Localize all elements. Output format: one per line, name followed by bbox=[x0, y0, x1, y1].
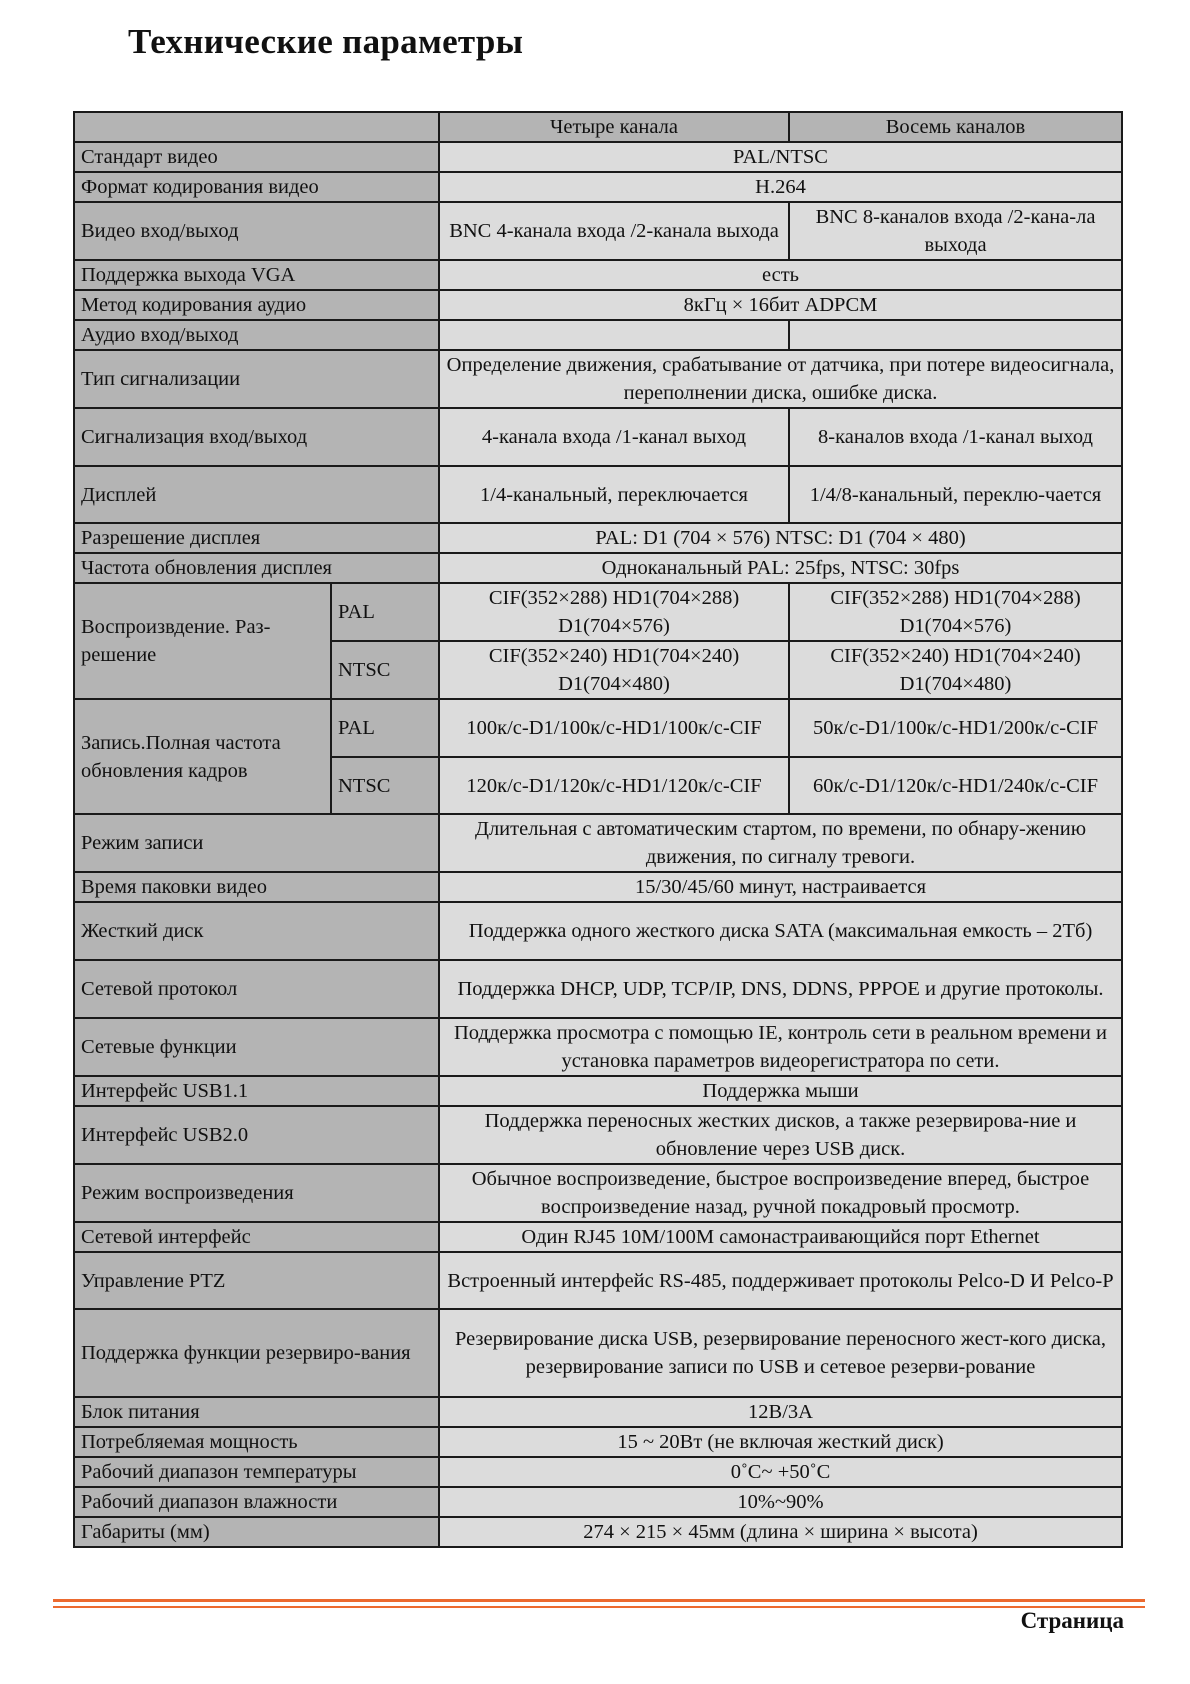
table-row bbox=[74, 523, 1122, 553]
table-row bbox=[74, 466, 1122, 523]
row-label: Запись.Полная частота обновления кадров bbox=[74, 699, 331, 814]
row-value: 15 ~ 20Вт (не включая жесткий диск) bbox=[439, 1427, 1122, 1457]
row-value: Поддержка одного жесткого диска SATA (максимальная емкость – 2Тб) bbox=[439, 902, 1122, 960]
header-eight-channels: Восемь каналов bbox=[789, 112, 1122, 142]
row-value: есть bbox=[439, 260, 1122, 290]
row-label: Рабочий диапазон температуры bbox=[74, 1457, 439, 1487]
table-row bbox=[74, 290, 1122, 320]
row-value: Встроенный интерфейс RS-485, поддерживает протоколы Pelco-D И Pelco-P bbox=[439, 1252, 1122, 1309]
row-label: Сетевые функции bbox=[74, 1018, 439, 1076]
spec-table bbox=[73, 111, 1123, 1548]
row-sublabel-ntsc: NTSC bbox=[331, 641, 439, 699]
table-row bbox=[74, 553, 1122, 583]
row-value-four: BNC 4-канала входа /2-канала выхода bbox=[439, 202, 789, 260]
table-row bbox=[74, 1076, 1122, 1106]
table-row bbox=[74, 172, 1122, 202]
row-sublabel-pal: PAL bbox=[331, 699, 439, 757]
row-label: Воспроизвдение. Раз-решение bbox=[74, 583, 331, 699]
row-label: Режим записи bbox=[74, 814, 439, 872]
row-value: 8кГц × 16бит ADPCM bbox=[439, 290, 1122, 320]
table-header-row bbox=[74, 112, 1122, 142]
row-value: Один RJ45 10M/100M самонастраивающийся порт Ethernet bbox=[439, 1222, 1122, 1252]
row-label: Частота обновления дисплея bbox=[74, 553, 439, 583]
row-value-eight: CIF(352×288) HD1(704×288) D1(704×576) bbox=[789, 583, 1122, 641]
row-label: Поддержка функции резервиро-вания bbox=[74, 1309, 439, 1397]
row-value-eight: BNC 8-каналов входа /2-кана-ла выхода bbox=[789, 202, 1122, 260]
row-label: Габариты (мм) bbox=[74, 1517, 439, 1547]
row-value: Поддержка DHCP, UDP, TCP/IP, DNS, DDNS, PPPOE и другие протоколы. bbox=[439, 960, 1122, 1018]
row-label: Сигнализация вход/выход bbox=[74, 408, 439, 466]
row-label: Разрешение дисплея bbox=[74, 523, 439, 553]
row-sublabel-ntsc: NTSC bbox=[331, 757, 439, 814]
table-row bbox=[74, 872, 1122, 902]
row-value: Определение движения, срабатывание от датчика, при потере видеосигнала, переполнении диска, ошибке диска. bbox=[439, 350, 1122, 408]
row-value-eight bbox=[789, 320, 1122, 350]
row-sublabel-pal: PAL bbox=[331, 583, 439, 641]
row-value: 15/30/45/60 минут, настраивается bbox=[439, 872, 1122, 902]
row-label: Рабочий диапазон влажности bbox=[74, 1487, 439, 1517]
row-value: Резервирование диска USB, резервирование переносного жест-кого диска, резервирование записи по USB и сетевое резерви-рование bbox=[439, 1309, 1122, 1397]
table-row bbox=[74, 202, 1122, 260]
row-label: Интерфейс USB1.1 bbox=[74, 1076, 439, 1106]
header-corner-cell bbox=[74, 112, 439, 142]
row-label: Сетевой интерфейс bbox=[74, 1222, 439, 1252]
page-title: Технические параметры bbox=[128, 22, 524, 61]
row-value-four: CIF(352×288) HD1(704×288) D1(704×576) bbox=[439, 583, 789, 641]
row-label: Дисплей bbox=[74, 466, 439, 523]
row-label: Жесткий диск bbox=[74, 902, 439, 960]
row-value: Обычное воспроизведение, быстрое воспроизведение вперед, быстрое воспроизведение назад, ручной покадровый просмотр. bbox=[439, 1164, 1122, 1222]
row-value: Длительная с автоматическим стартом, по времени, по обнару-жению движения, по сигналу тревоги. bbox=[439, 814, 1122, 872]
table-row bbox=[74, 1517, 1122, 1547]
table-row bbox=[74, 902, 1122, 960]
header-four-channels: Четыре канала bbox=[439, 112, 789, 142]
row-value-four: 100к/с-D1/100к/с-HD1/100к/с-CIF bbox=[439, 699, 789, 757]
row-value-eight: 1/4/8-канальный, переклю-чается bbox=[789, 466, 1122, 523]
row-label: Метод кодирования аудио bbox=[74, 290, 439, 320]
row-label: Тип сигнализации bbox=[74, 350, 439, 408]
row-label: Время паковки видео bbox=[74, 872, 439, 902]
row-label: Аудио вход/выход bbox=[74, 320, 439, 350]
table-row bbox=[74, 1106, 1122, 1164]
table-row bbox=[74, 1309, 1122, 1397]
table-row bbox=[74, 814, 1122, 872]
row-label: Режим воспроизведения bbox=[74, 1164, 439, 1222]
table-row bbox=[74, 350, 1122, 408]
row-label: Поддержка выхода VGA bbox=[74, 260, 439, 290]
row-value: 274 × 215 × 45мм (длина × ширина × высота) bbox=[439, 1517, 1122, 1547]
footer-divider-bottom bbox=[53, 1606, 1145, 1608]
row-value: Поддержка переносных жестких дисков, а также резервирова-ние и обновление через USB диск. bbox=[439, 1106, 1122, 1164]
row-label: Потребляемая мощность bbox=[74, 1427, 439, 1457]
table-row bbox=[74, 1164, 1122, 1222]
table-row bbox=[74, 583, 1122, 641]
row-value: 12В/3А bbox=[439, 1397, 1122, 1427]
table-row bbox=[74, 1222, 1122, 1252]
row-value-eight: CIF(352×240) HD1(704×240) D1(704×480) bbox=[789, 641, 1122, 699]
row-value-four: 1/4-канальный, переключается bbox=[439, 466, 789, 523]
table-row bbox=[74, 1457, 1122, 1487]
table-row bbox=[74, 960, 1122, 1018]
row-value: 10%~90% bbox=[439, 1487, 1122, 1517]
row-value-four: 4-канала входа /1-канал выход bbox=[439, 408, 789, 466]
row-value-eight: 60к/с-D1/120к/с-HD1/240к/с-CIF bbox=[789, 757, 1122, 814]
table-row bbox=[74, 1018, 1122, 1076]
table-row bbox=[74, 1487, 1122, 1517]
row-value-eight: 50к/с-D1/100к/с-HD1/200к/с-CIF bbox=[789, 699, 1122, 757]
row-value: Одноканальный PAL: 25fps, NTSC: 30fps bbox=[439, 553, 1122, 583]
table-row bbox=[74, 699, 1122, 757]
footer-divider-top bbox=[53, 1599, 1145, 1602]
row-value-four bbox=[439, 320, 789, 350]
row-value: PAL: D1 (704 × 576) NTSC: D1 (704 × 480) bbox=[439, 523, 1122, 553]
row-value-four: CIF(352×240) HD1(704×240) D1(704×480) bbox=[439, 641, 789, 699]
table-row bbox=[74, 142, 1122, 172]
row-value-four: 120к/с-D1/120к/с-HD1/120к/с-CIF bbox=[439, 757, 789, 814]
row-label: Интерфейс USB2.0 bbox=[74, 1106, 439, 1164]
row-value: 0˚C~ +50˚C bbox=[439, 1457, 1122, 1487]
table-row bbox=[74, 1427, 1122, 1457]
row-label: Видео вход/выход bbox=[74, 202, 439, 260]
row-label: Стандарт видео bbox=[74, 142, 439, 172]
row-value-eight: 8-каналов входа /1-канал выход bbox=[789, 408, 1122, 466]
row-value: H.264 bbox=[439, 172, 1122, 202]
footer-page-label: Страница bbox=[1020, 1608, 1124, 1633]
row-label: Управление PTZ bbox=[74, 1252, 439, 1309]
table-row bbox=[74, 320, 1122, 350]
table-row bbox=[74, 408, 1122, 466]
table-row bbox=[74, 1252, 1122, 1309]
row-label: Сетевой протокол bbox=[74, 960, 439, 1018]
row-value: Поддержка просмотра с помощью IE, контроль сети в реальном времени и установка параметров видеорегистратора по сети. bbox=[439, 1018, 1122, 1076]
row-label: Блок питания bbox=[74, 1397, 439, 1427]
row-value: PAL/NTSC bbox=[439, 142, 1122, 172]
row-label: Формат кодирования видео bbox=[74, 172, 439, 202]
table-row bbox=[74, 1397, 1122, 1427]
row-value: Поддержка мыши bbox=[439, 1076, 1122, 1106]
table-row bbox=[74, 260, 1122, 290]
